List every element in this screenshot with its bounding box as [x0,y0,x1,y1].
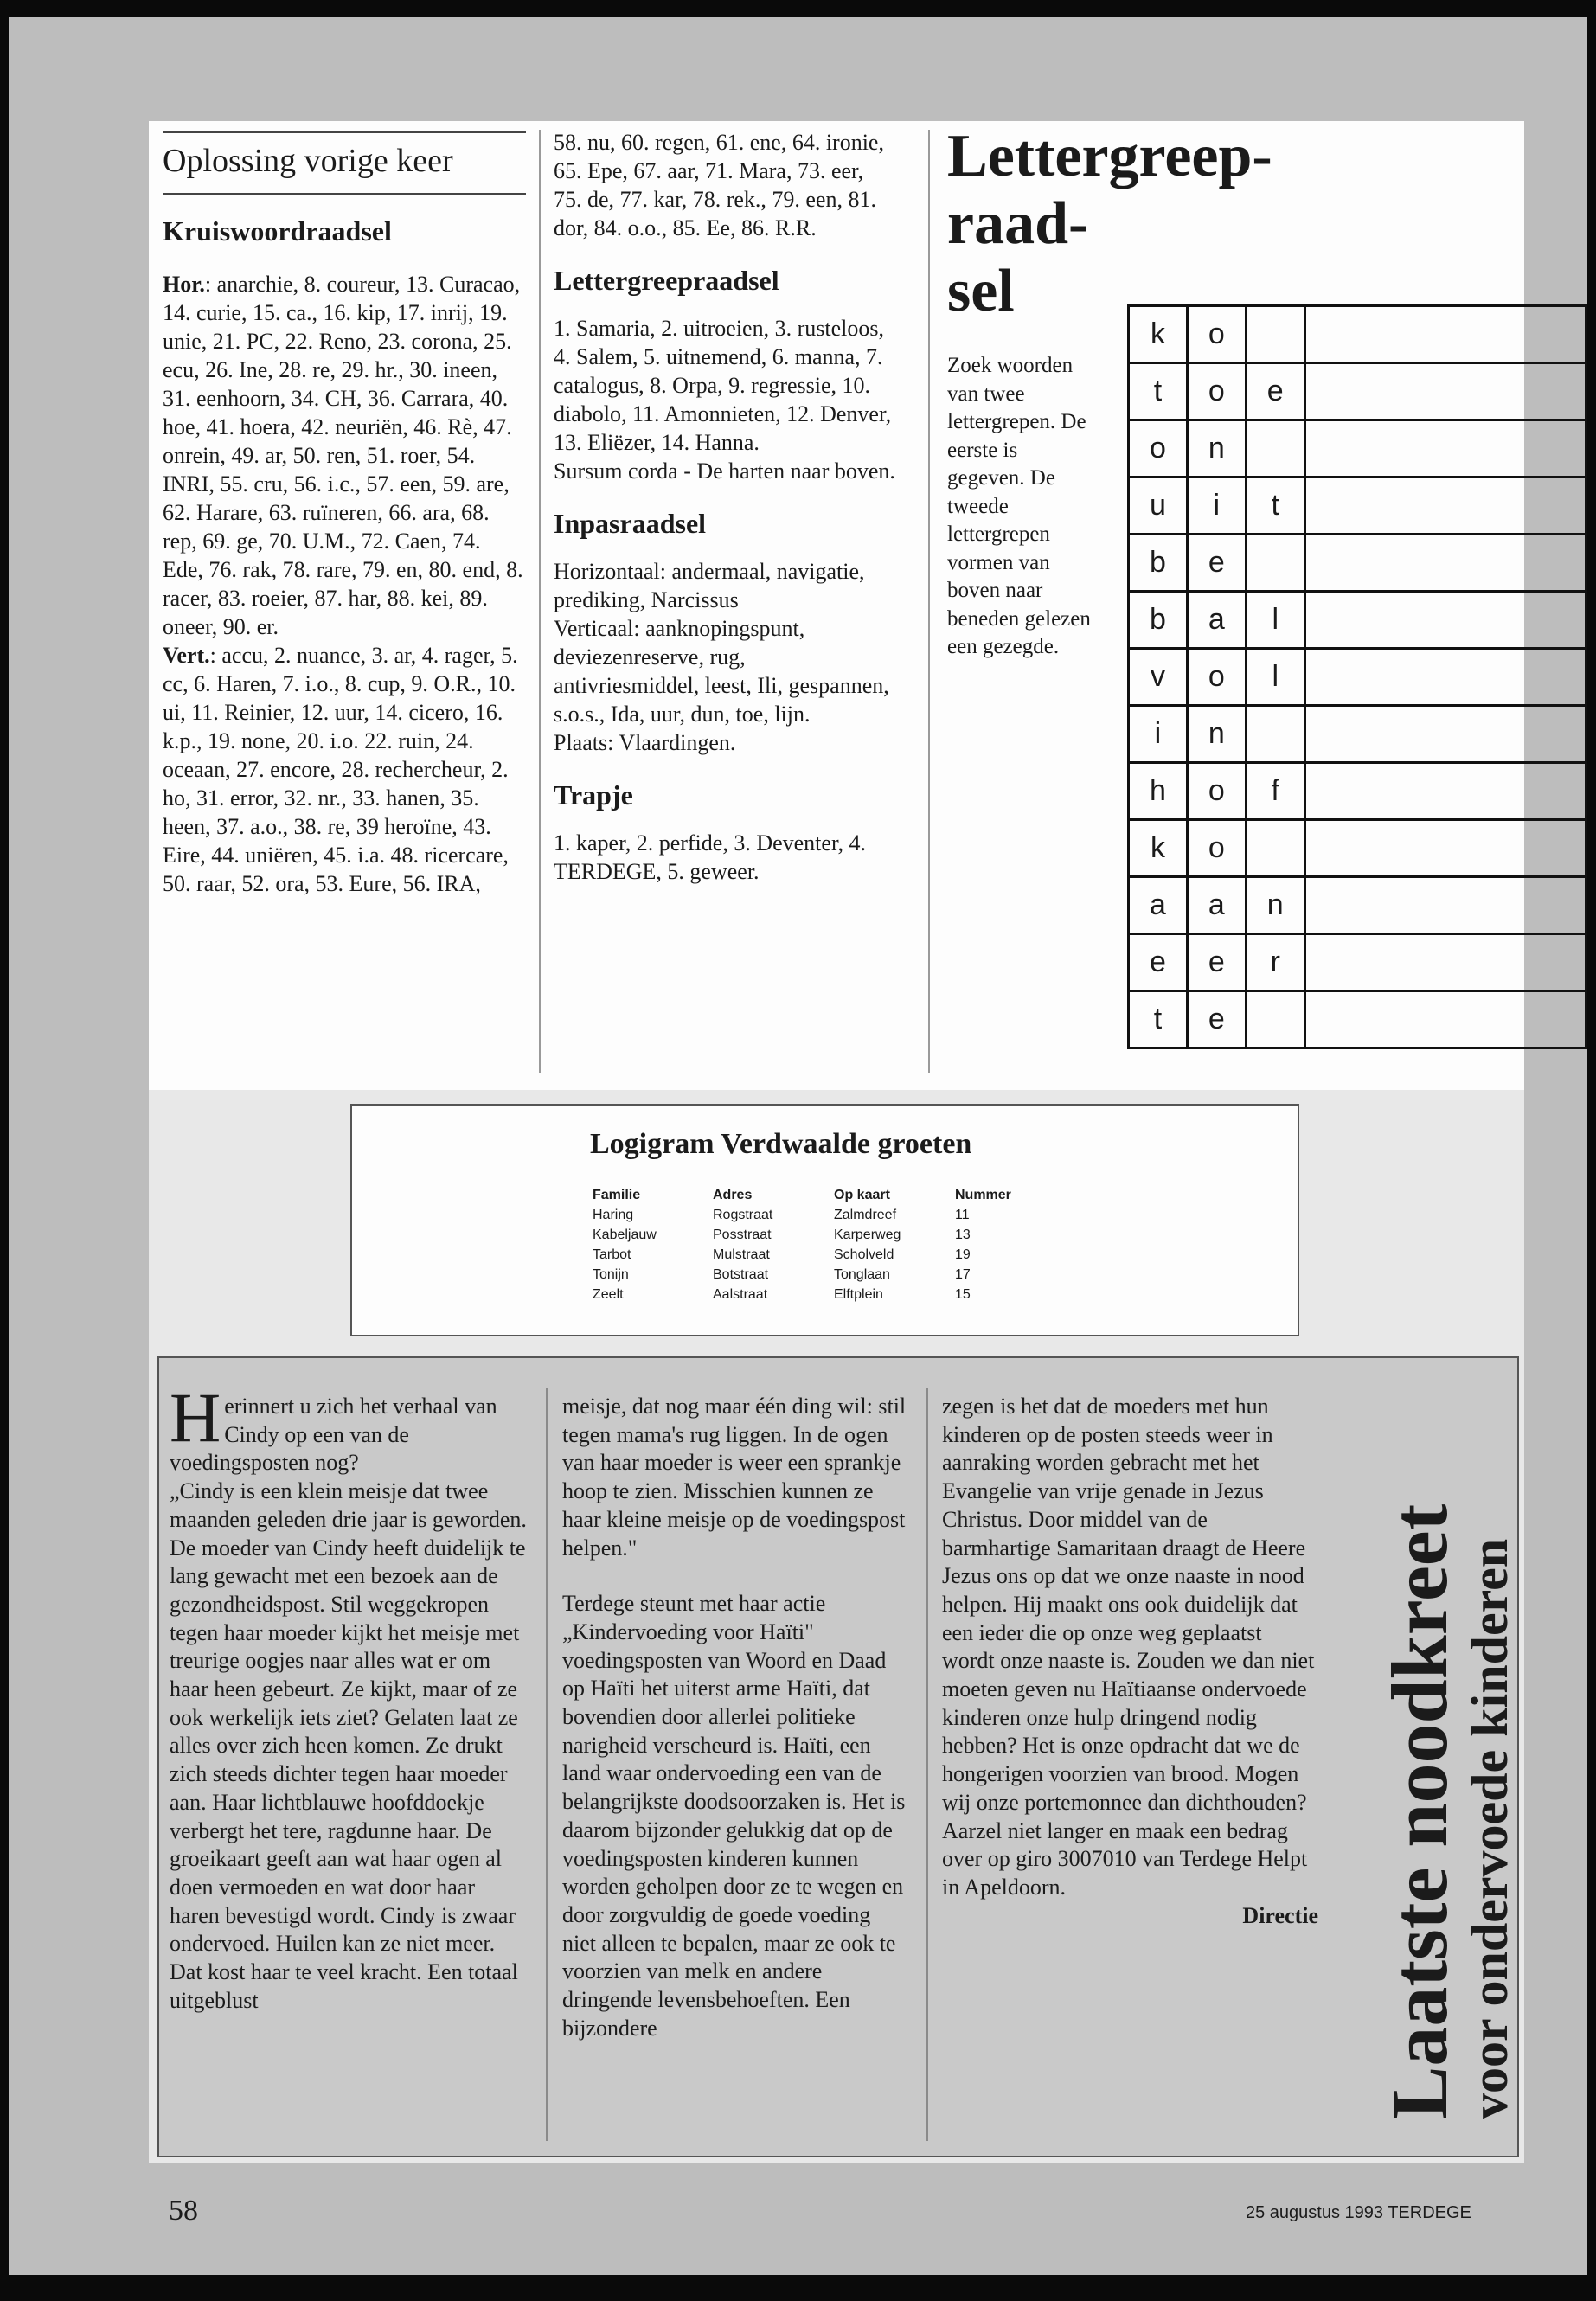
appeal-intro-text: erinnert u zich het verhaal van Cindy op een van de voedingsposten nog? [170,1394,497,1476]
puzzle-answer-cell[interactable] [1304,420,1586,478]
puzzle-answer-cell[interactable] [1304,363,1586,420]
puzzle-cell: r [1246,934,1304,991]
logigram-cell: 17 [955,1267,971,1282]
logigram-cell: 15 [955,1287,971,1302]
puzzle-cell [1246,306,1304,363]
appeal-title: Laatste noodkreet [1375,1503,1464,2119]
puzzle-cell: b [1129,535,1188,592]
appeal-story: „Cindy is een klein meisje dat twee maanden geleden drie jaar is geworden. De moeder van Cindy heeft duidelijk te lang gewacht met een bezoek aan de gezondheidspost. Stil weggekropen tegen haar moeder kijkt het meisje met treurige oogjes naar alles wat er om haar heen gebeurt. Ze kijkt, maar of ze ook werkelijk iets ziet? Gelaten laat ze alles over zich heen komen. Ze drukt zich steeds dichter tegen haar moeder aan. Haar lichtblauwe hoofddoekje verbergt het tere, ragdunne haar. De groeikaart geeft aan wat haar ogen al doen vermoeden en wat door haar haren bevestigd wordt. Cindy is zwaar ondervoed. Huilen kan ze niet meer. Dat kost haar te veel kracht. Een totaal uitgeblust [170,1478,527,2013]
crossword-continued: 58. nu, 60. regen, 61. ene, 64. ironie, 65. Epe, 67. aar, 71. Mara, 73. eer, 75. de, 77. kar, 78. rek., 79. een, 81. dor, 84. o.o., 85. Ee, 86. R.R. [554,130,884,240]
appeal-title-vertical [1377,1504,1517,2119]
logigram-col-adres [713,1185,772,1304]
puzzle-cell: o [1129,420,1188,478]
logigram-cell: Mulstraat [713,1247,770,1262]
appeal-column-2 [562,1393,907,2042]
appeal-subtitle: voor ondervoede kinderen [1461,1538,1518,2119]
logigram-header: Familie [593,1188,641,1202]
appeal-action: Terdege steunt met haar actie „Kindervoeding voor Haïti" voedingsposten van Woord en Daad op Haïti het uiterst arme Haïti, dat bovendien door allerlei politieke narigheid verscheurd is. Haïti, een land waar ondervoeding een van de belangrijkste doodsoorzaken is. Het is daarom bijzonder gelukkig dat op de voedingsposten kinderen kunnen worden geholpen door ze te wegen en door zorgvuldig de goede voeding niet alleen te bepalen, maar ze ook te voorzien van melk en andere dringende levensbehoeften. Een bijzondere [562,1591,906,2041]
logigram-cell: Karperweg [834,1227,901,1242]
puzzle-answer-cell[interactable] [1304,649,1586,706]
logigram-header: Nummer [955,1188,1011,1202]
puzzle-cell: o [1187,763,1246,820]
inpas-title: Inpasraadsel [554,508,707,539]
logigram-cell: Tonijn [593,1267,629,1282]
logigram-cell: Elftplein [834,1287,883,1302]
puzzle-row [1129,877,1586,934]
logigram-title: Logigram Verdwaalde groeten [590,1128,972,1160]
lettergreep-solution-text: 1. Samaria, 2. uitroeien, 3. rusteloos, 4. Salem, 5. uitnemend, 6. manna, 7. catalogus, 8. Orpa, 9. regressie, 10. diabolo, 11. Amonnieten, 12. Denver, 13. Eliëzer, 14. Hanna. [554,316,892,455]
puzzle-row [1129,820,1586,877]
puzzle-cell: e [1129,934,1188,991]
logigram-cell: Kabeljauw [593,1227,657,1242]
puzzle-row [1129,763,1586,820]
puzzle-cell: o [1187,306,1246,363]
issue-date: 25 augustus 1993 TERDEGE [1246,2203,1471,2222]
solution-column-1 [163,131,526,898]
puzzle-cell: e [1187,934,1246,991]
logigram-box [350,1104,1299,1336]
puzzle-title-line: sel [947,258,1015,324]
puzzle-cell: e [1187,991,1246,1048]
puzzle-cell [1246,535,1304,592]
puzzle-cell: n [1246,877,1304,934]
puzzle-cell: a [1187,877,1246,934]
appeal-call: zegen is het dat de moeders met hun kinderen op de posten steeds weer in aanraking worden gebracht met het Evangelie van vrije genade in Jezus Christus. Door middel van de barmhartige Samaritaan draagt de Heere Jezus ons op dat we onze naaste in nood helpen. Hij maakt ons ook duidelijk dat een ieder die op onze weg geplaatst wordt onze naaste is. Zouden we dan niet moeten geven nu Haïtiaanse ondervoede kinderen onze hulp dringend nodig hebben? Het is onze opdracht dat we de hongerigen voorzien van brood. Mogen wij onze portemonnee dan dichthouden? Aarzel niet langer en maak een bedrag over op giro 3007010 van Terdege Helpt in Apeldoorn. [942,1394,1315,1900]
page-number: 58 [169,2195,198,2227]
puzzle-cell [1246,991,1304,1048]
hor-label: Hor. [163,272,205,297]
puzzle-answer-cell[interactable] [1304,306,1586,363]
puzzle-cell: e [1246,363,1304,420]
puzzle-row [1129,306,1586,363]
lettergreep-solution-title: Lettergreepraadsel [554,265,779,296]
logigram-cell: Zalmdreef [834,1208,897,1222]
appeal-box [157,1356,1519,2157]
puzzle-cell: l [1246,649,1304,706]
puzzle-cell: f [1246,763,1304,820]
vert-text: : accu, 2. nuance, 3. ar, 4. rager, 5. cc, 6. Haren, 7. i.o., 8. cup, 9. O.R., 10. ui, 11. Reinier, 12. uur, 14. cicero, 16. k.p., 19. none, 20. i.o. 22. ruin, 24. oceaan, 27. encore, 28. rechercheur, 2. ho, 31. error, 32. nr., 33. hanen, 35. heen, 37. a.o., 38. re, 39 heroïne, 43. Eire, 44. uniëren, 45. i.a. 48. ricercare, 50. raar, 52. ora, 53. Eure, 56. IRA, [163,643,518,896]
logigram-header: Op kaart [834,1188,890,1202]
puzzle-grid [1127,304,1587,1049]
appeal-signature: Directie [1242,1902,1318,1928]
puzzle-cell: n [1187,420,1246,478]
puzzle-title-line: Lettergreep- [947,123,1272,189]
puzzle-cell: u [1129,478,1188,535]
puzzle-cell: h [1129,763,1188,820]
puzzle-cell: l [1246,592,1304,649]
puzzle-cell: t [1246,478,1304,535]
logigram-col-familie [593,1185,657,1304]
column-divider [928,130,930,1073]
crossword-horizontal [163,270,526,641]
logigram-cell: Posstraat [713,1227,772,1242]
column-divider [539,130,541,1073]
puzzle-title-line: raad- [947,190,1089,257]
puzzle-cell: k [1129,820,1188,877]
puzzle-answer-cell[interactable] [1304,478,1586,535]
appeal-intro [170,1378,529,1477]
puzzle-row [1129,934,1586,991]
puzzle-row [1129,420,1586,478]
logigram-col-nummer [955,1185,1011,1304]
hor-text: : anarchie, 8. coureur, 13. Curacao, 14. curie, 15. ca., 16. kip, 17. inrij, 19. unie, 21. PC, 22. Reno, 23. corona, 25. ecu, 26. Ine, 28. re, 29. hr., 30. ineen, 31. eenhoorn, 34. CH, 36. Carrara, 40. hoe, 41. hoera, 42. neuriën, 46. Rè, 47. onrein, 49. ar, 50. ren, 51. roer, 54. INRI, 55. cru, 56. i.c., 57. een, 59. are, 62. Harare, 63. ruïneren, 66. ara, 68. rep, 69. ge, 70. U.M., 72. Caen, 74. Ede, 76. rak, 78. rare, 79. en, 80. end, 8. racer, 83. roeier, 87. har, 88. kei, 89. oneer, 90. er. [163,272,523,639]
solution-heading: Oplossing vorige keer [163,131,526,195]
puzzle-row [1129,706,1586,763]
column-divider [546,1388,548,2141]
logigram-cell: 11 [955,1208,970,1222]
logigram-cell: Rogstraat [713,1208,773,1222]
puzzle-answer-cell[interactable] [1304,991,1586,1048]
puzzle-cell [1246,420,1304,478]
puzzle-answer-cell[interactable] [1304,592,1586,649]
column-divider [926,1388,928,2141]
puzzle-answer-cell[interactable] [1304,763,1586,820]
vert-label: Vert. [163,643,210,668]
logigram-col-op-kaart [834,1185,901,1304]
puzzle-cell: t [1129,363,1188,420]
logigram-cell: Tarbot [593,1247,631,1262]
appeal-column-1 [170,1378,529,2015]
puzzle-title [947,123,1272,325]
puzzle-row [1129,478,1586,535]
inpas-place: Plaats: Vlaardingen. [554,730,736,755]
puzzle-cell: o [1187,363,1246,420]
puzzle-answer-cell[interactable] [1304,934,1586,991]
puzzle-answer-cell[interactable] [1304,820,1586,877]
puzzle-cell: a [1129,877,1188,934]
drop-cap: H [170,1378,221,1457]
puzzle-cell: n [1187,706,1246,763]
puzzle-cell: k [1129,306,1188,363]
puzzle-cell: e [1187,535,1246,592]
puzzle-row [1129,592,1586,649]
logigram-cell: Botstraat [713,1267,769,1282]
puzzle-cell: v [1129,649,1188,706]
logigram-cell: 19 [955,1247,971,1262]
logigram-cell: Zeelt [593,1287,624,1302]
puzzle-cell: i [1187,478,1246,535]
puzzle-row [1129,535,1586,592]
puzzle-answer-cell[interactable] [1304,535,1586,592]
trapje-title: Trapje [554,779,633,811]
puzzle-cell [1246,706,1304,763]
crossword-title: Kruiswoordraadsel [163,215,392,247]
solution-column-2 [554,128,895,886]
crossword-vertical [163,641,526,898]
appeal-story-end: meisje, dat nog maar één ding wil: stil tegen mama's rug liggen. In de ogen van haar moeder is weer een sprankje hoop te zien. Misschien kunnen ze haar kleine meisje op de voedingspost helpen." [562,1394,907,1561]
puzzle-answer-cell[interactable] [1304,877,1586,934]
puzzle-cell [1246,820,1304,877]
logigram-cell: Haring [593,1208,634,1222]
inpas-horizontal: Horizontaal: andermaal, navigatie, prediking, Narcissus [554,559,865,612]
appeal-column-3 [942,1393,1318,1930]
logigram-cell: Tonglaan [834,1267,890,1282]
inpas-vertical: Verticaal: aanknopingspunt, deviezenreserve, rug, antivriesmiddel, leest, Ili, gespannen, s.o.s., Ida, uur, dun, toe, lijn. [554,616,889,727]
puzzle-cell: t [1129,991,1188,1048]
puzzle-cell: o [1187,820,1246,877]
puzzle-answer-cell[interactable] [1304,706,1586,763]
trapje-text: 1. kaper, 2. perfide, 3. Deventer, 4. TERDEGE, 5. geweer. [554,830,867,884]
puzzle-cell: i [1129,706,1188,763]
puzzle-row [1129,991,1586,1048]
puzzle-row [1129,649,1586,706]
logigram-header: Adres [713,1188,753,1202]
logigram-cell: Aalstraat [713,1287,768,1302]
logigram-cell: 13 [955,1227,971,1242]
puzzle-cell: a [1187,592,1246,649]
magazine-page [9,17,1587,2275]
puzzle-cell: o [1187,649,1246,706]
puzzle-instructions: Zoek woorden van twee lettergrepen. De eerste is gegeven. De tweede lettergrepen vormen van boven naar beneden gelezen een gezegde. [947,354,1091,658]
lettergreep-motto: Sursum corda - De harten naar boven. [554,458,895,484]
puzzle-row [1129,363,1586,420]
puzzle-cell: b [1129,592,1188,649]
logigram-cell: Scholveld [834,1247,894,1262]
